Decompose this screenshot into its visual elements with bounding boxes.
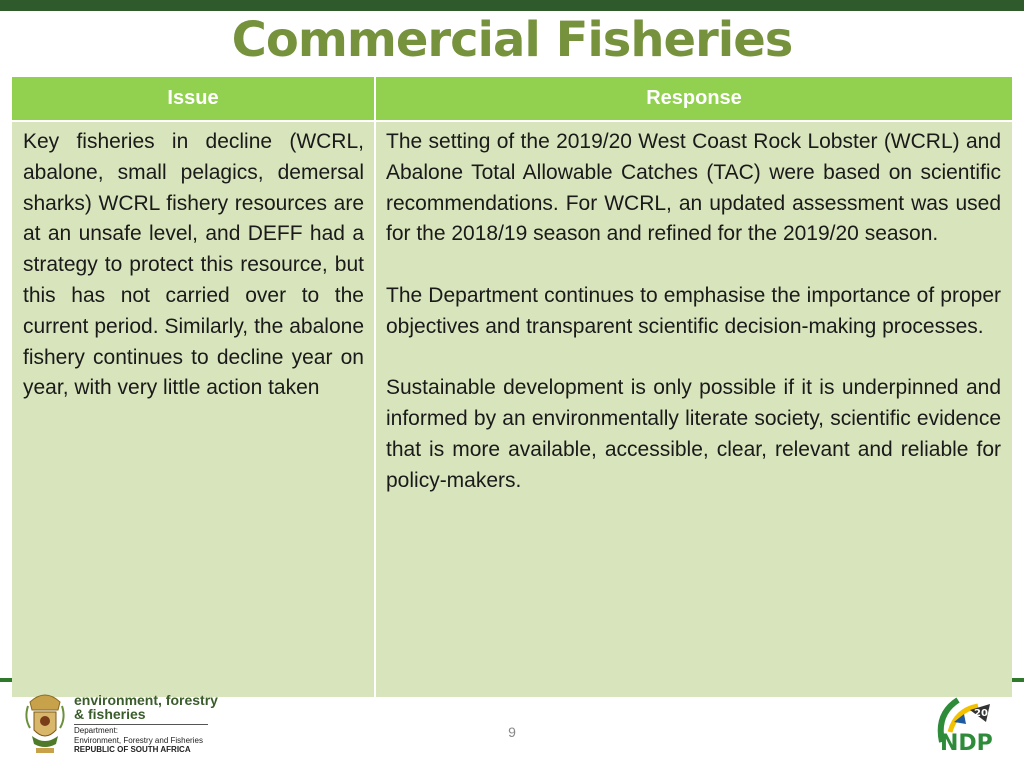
ndp-2030-logo (934, 692, 1004, 754)
header-response: Response (376, 77, 1012, 120)
header-issue: Issue (12, 77, 374, 120)
issue-response-table (12, 77, 1012, 697)
logo-sub-line2: Environment, Forestry and Fisheries (74, 735, 203, 745)
ndp-text: NDP (940, 731, 993, 754)
logo-title-line1: environment, forestry (74, 692, 218, 708)
logo-department (74, 726, 203, 745)
issue-text: Key fisheries in decline (WCRL, abalone, small pelagics, demersal sharks) WCRL fishery resources are at an unsafe level, and DEFF had a strategy to protect this resource, but this has not carried over to the current period. Similarly, the abalone fishery continues to decline year on year, with very little action taken (23, 130, 364, 400)
logo-sub-line1: Department: (74, 726, 119, 735)
response-paragraph-3: Sustainable development is only possible if it is underpinned and informed by an environmentally literate society, scientific evidence that is more available, accessible, clear, relevant and reliable for policy-makers. (386, 376, 1001, 492)
page-number: 9 (508, 724, 516, 740)
logo-title-line2: & fisheries (74, 706, 146, 722)
response-cell (376, 122, 1012, 697)
coat-of-arms-icon (22, 688, 68, 756)
ndp-year: 2030 (974, 708, 1002, 719)
issue-cell (12, 122, 374, 697)
slide-title: Commercial Fisheries (231, 12, 793, 68)
top-bar (0, 0, 1024, 11)
logo-country: REPUBLIC OF SOUTH AFRICA (74, 745, 191, 754)
response-paragraph-1: The setting of the 2019/20 West Coast Rock Lobster (WCRL) and Abalone Total Allowable Catches (TAC) were based on scientific recommendations. For WCRL, an updated assessment was used for the 2018/19 season and refined for the 2019/20 season. (386, 130, 1001, 246)
response-paragraph-2: The Department continues to emphasise the importance of proper objectives and transparent scientific decision-making processes. (386, 283, 1001, 338)
logo-rule (74, 724, 208, 725)
department-logo (22, 688, 222, 760)
